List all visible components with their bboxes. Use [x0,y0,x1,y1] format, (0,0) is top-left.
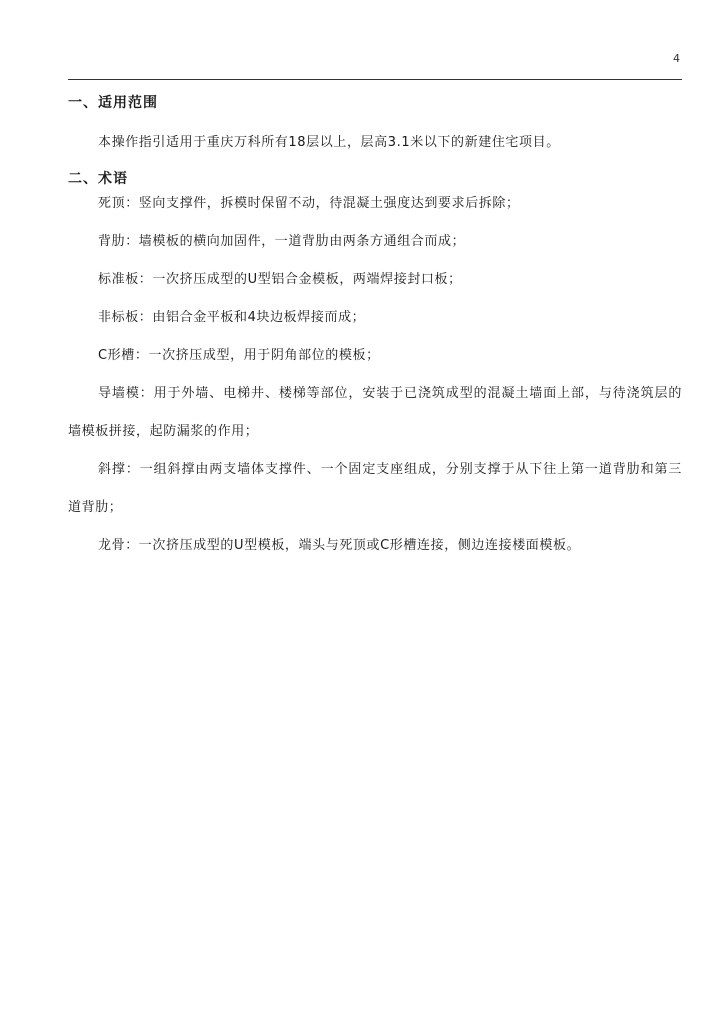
header-divider [68,79,682,80]
term-nonstandard-panel: 非标板：由铝合金平板和4块边板焊接而成； [98,310,366,325]
term-dead-top: 死顶：竖向支撑件，拆模时保留不动，待混凝土强度达到要求后拆除； [98,196,520,211]
term-back-rib: 背肋：墙模板的横向加固件，一道背肋由两条方通组合而成； [98,234,466,249]
term-diagonal-brace: 斜撑：一组斜撑由两支墙体支撑件、一个固定支座组成，分别支撑于从下往上第一道背肋和第三道背肋； [68,462,682,515]
term-guide-wall-form: 导墙模：用于外墙、电梯井、楼梯等部位，安装于已浇筑成型的混凝土墙面上部，与待浇筑层的墙模板拼接，起防漏浆的作用； [68,386,682,439]
term-standard-panel: 标准板：一次挤压成型的U型铝合金模板，两端焊接封口板； [98,272,462,287]
section-heading-scope: 一、适用范围 [68,95,158,111]
terms-list [68,185,682,565]
term-keel: 龙骨：一次挤压成型的U型模板，端头与死顶或C形槽连接，侧边连接楼面模板。 [98,538,581,553]
section-heading-terms: 二、术语 [68,171,128,187]
page-number: 4 [673,52,680,65]
scope-paragraph: 本操作指引适用于重庆万科所有18层以上，层高3.1米以下的新建住宅项目。 [98,135,560,150]
term-c-channel: C形槽：一次挤压成型，用于阴角部位的模板； [98,348,380,363]
